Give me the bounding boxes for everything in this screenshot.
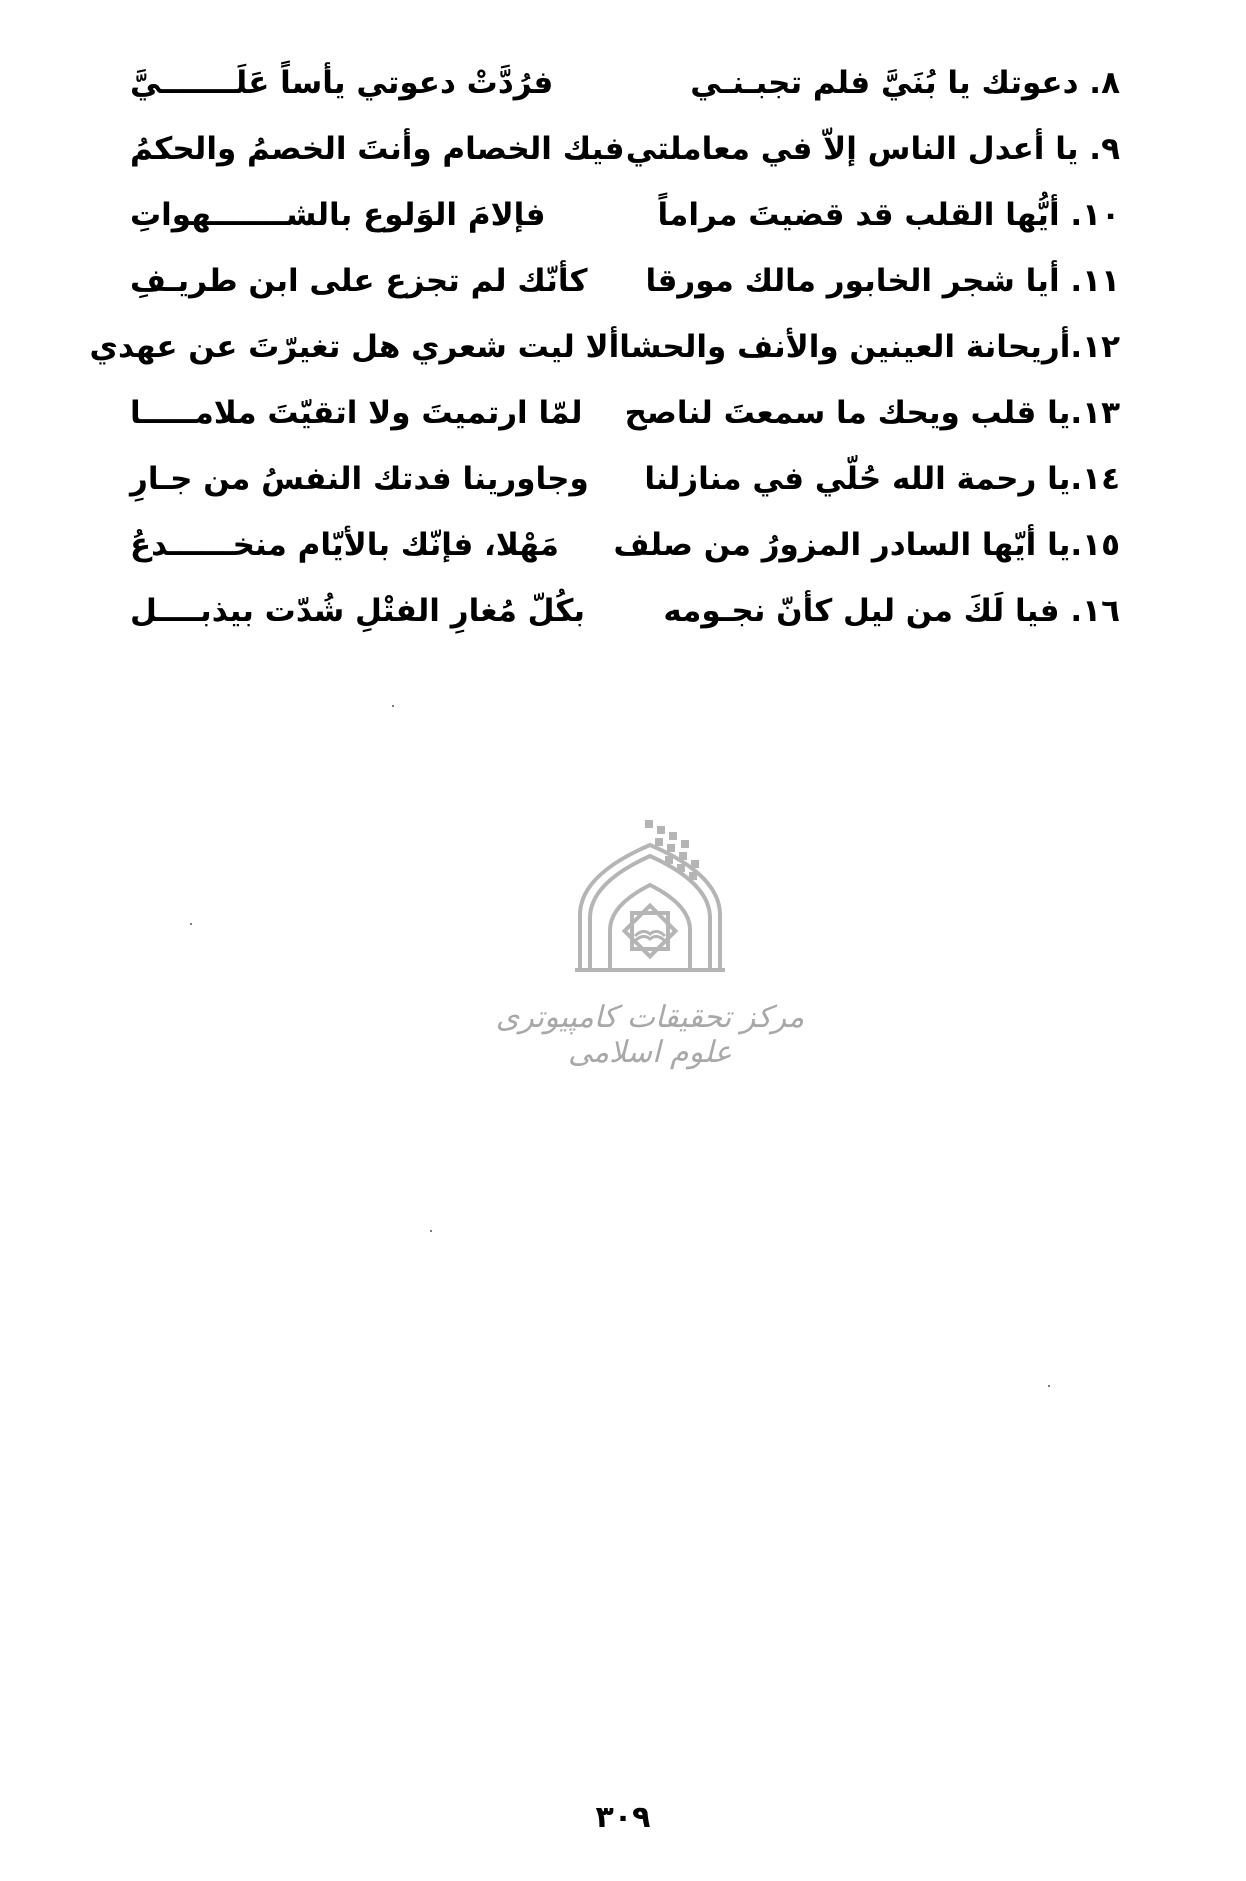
- verse-second-hemistich: لمّا ارتميتَ ولا اتقيّتَ ملامـــــا: [130, 395, 583, 431]
- verse-first-hemistich: ١٣.يا قلب ويحك ما سمعتَ لناصح: [624, 395, 1120, 431]
- verse-16: [130, 578, 1120, 644]
- verse-11: [130, 248, 1120, 314]
- verse-13: [130, 380, 1120, 446]
- verse-number: ٩.: [1089, 131, 1120, 167]
- verse-first-hemistich: ١٤.يا رحمة الله حُلّي في منازلنا: [644, 461, 1120, 497]
- verse-first-hemistich: ٨. دعوتك يا بُنَيَّ فلم تجبـنـي: [690, 65, 1120, 101]
- scan-speck: [430, 1230, 432, 1232]
- verse-12: [89, 314, 1120, 380]
- scan-speck: [1048, 1385, 1050, 1387]
- verse-second-hemistich: فإلامَ الوَلوع بالشـــــــهواتِ: [130, 197, 546, 233]
- verse-number: ١٢.: [1070, 329, 1120, 365]
- verse-8: [130, 50, 1120, 116]
- verse-number: ١٥.: [1070, 527, 1120, 563]
- page-number: ٣٠٩: [595, 1800, 651, 1835]
- verse-first-hemistich: ١٦. فيا لَكَ من ليل كأنّ نجـومه: [663, 593, 1120, 629]
- verse-second-hemistich: كأنّك لم تجزع على ابن طريـفِ: [130, 263, 588, 299]
- emblem-caption: مرکز تحقیقات کامپیوتری علوم اسلامی: [495, 1000, 805, 1070]
- scan-speck: [190, 923, 192, 925]
- verse-second-hemistich: بكُلّ مُغارِ الفتْلِ شُدّت بيذبــــل: [130, 593, 586, 629]
- verse-first-hemistich: ١٠. أيُّها القلب قد قضيتَ مراماً: [657, 197, 1120, 233]
- verse-second-hemistich: مَهْلا، فإنّك بالأيّام منخــــــدعُ: [130, 527, 560, 563]
- scan-speck: [392, 705, 394, 707]
- verse-first-hemistich: ١٢.أريحانة العينين والأنف والحشا: [619, 329, 1120, 365]
- verse-14: [130, 446, 1120, 512]
- verse-number: ٨.: [1089, 65, 1120, 101]
- verse-number: ١٤.: [1070, 461, 1120, 497]
- verse-number: ١١.: [1070, 263, 1120, 299]
- verse-15: [130, 512, 1120, 578]
- verse-first-hemistich: ١٥.يا أيّها السادر المزورُ من صلف: [613, 527, 1120, 563]
- verse-first-hemistich: ١١. أيا شجر الخابور مالك مورقا: [645, 263, 1120, 299]
- verse-number: ١٦.: [1070, 593, 1120, 629]
- verse-second-hemistich: فيك الخصام وأنتَ الخصمُ والحكمُ: [130, 131, 625, 167]
- verse-number: ١٠.: [1070, 197, 1120, 233]
- verse-9: [130, 116, 1120, 182]
- verse-10: [130, 182, 1120, 248]
- verse-first-hemistich: ٩. يا أعدل الناس إلاّ في معاملتي: [625, 131, 1120, 167]
- poem-verses: [89, 50, 1120, 644]
- verse-number: ١٣.: [1070, 395, 1120, 431]
- verse-second-hemistich: فرُدَّتْ دعوتي يأساً عَلَـــــــيَّ: [130, 65, 554, 101]
- verse-second-hemistich: وجاورينا فدتك النفسُ من جـارِ: [130, 461, 589, 497]
- verse-second-hemistich: ألا ليت شعري هل تغيرّتَ عن عهدي: [89, 329, 620, 365]
